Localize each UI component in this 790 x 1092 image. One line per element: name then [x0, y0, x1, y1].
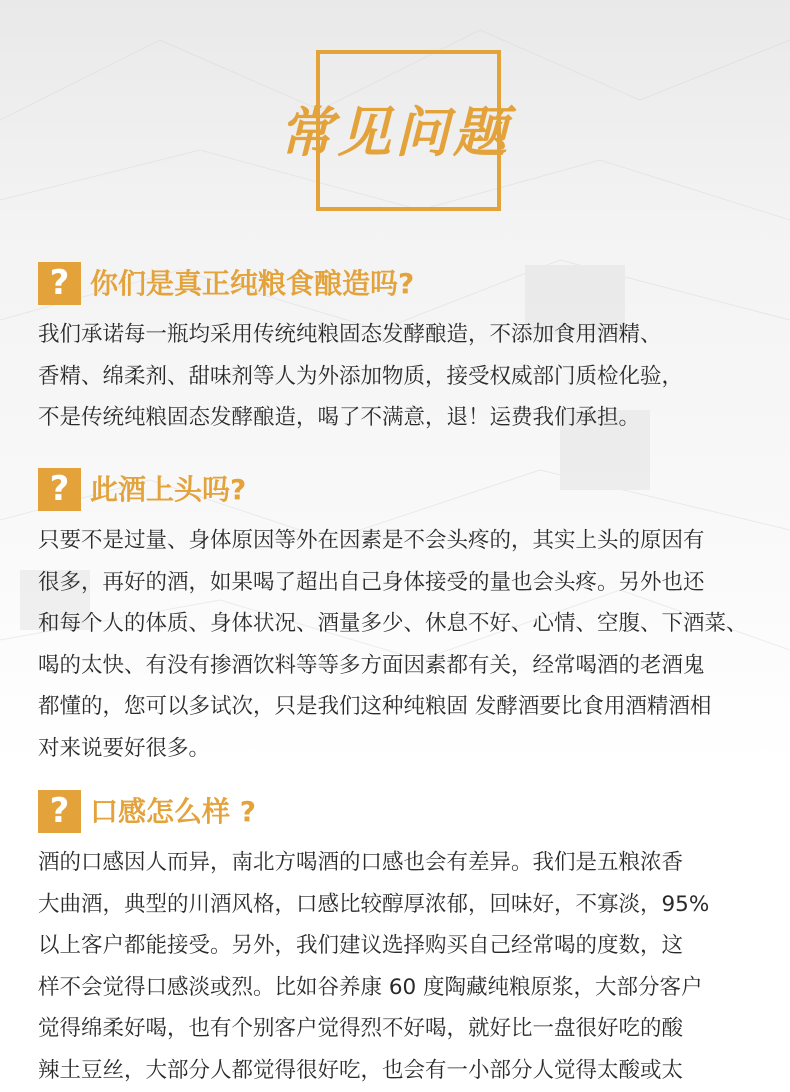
faq-answer-1	[38, 314, 768, 439]
page-title: 常见问题	[279, 100, 511, 164]
question-mark-icon: ?	[38, 262, 81, 305]
question-mark-icon: ?	[38, 790, 81, 833]
answer-line: 觉得绵柔好喝，也有个别客户觉得烈不好喝，就好比一盘很好吃的酸	[38, 1016, 684, 1041]
answer-line: 以上客户都能接受。另外，我们建议选择购买自己经常喝的度数，这	[38, 933, 684, 958]
answer-line: 不是传统纯粮固态发酵酿造，喝了不满意，退！运费我们承担。	[38, 405, 641, 430]
answer-line: 很多，再好的酒，如果喝了超出自己身体接受的量也会头疼。另外也还	[38, 569, 705, 595]
answer-line: 和每个人的体质、身体状况、酒量多少、休息不好、心情、空腹、下酒菜、	[38, 611, 748, 636]
answer-line: 大曲酒，典型的川酒风格，口感比较醇厚浓郁，回味好，不寡淡，95%	[38, 891, 710, 917]
answer-line: 样不会觉得口感淡或烈。比如谷养康 60 度陶藏纯粮原浆，大部分客户	[38, 974, 703, 1000]
answer-line: 香精、绵柔剂、甜味剂等人为外添加物质，接受权威部门质检化验，	[38, 363, 684, 389]
faq-answer-2	[38, 520, 768, 769]
faq-answer-3	[38, 842, 768, 1091]
answer-line: 都懂的，您可以多试次，只是我们这种纯粮固 发酵酒要比食用酒精酒相	[38, 694, 712, 719]
faq-question-1: 你们是真正纯粮食酿造吗?	[90, 267, 415, 300]
answer-line: 只要不是过量、身体原因等外在因素是不会头疼的，其实上头的原因有	[38, 528, 705, 553]
answer-line: 辣土豆丝，大部分人都觉得很好吃，也会有一小部分人觉得太酸或太	[38, 1057, 684, 1083]
answer-line: 喝的太快、有没有掺酒饮料等等多方面因素都有关，经常喝酒的老酒鬼	[38, 652, 705, 678]
answer-line: 我们承诺每一瓶均采用传统纯粮固态发酵酿造，不添加食用酒精、	[38, 322, 662, 347]
question-mark-icon: ?	[38, 468, 81, 511]
faq-question-2: 此酒上头吗?	[90, 473, 247, 506]
answer-line: 对来说要好很多。	[38, 735, 211, 761]
answer-line: 酒的口感因人而异，南北方喝酒的口感也会有差异。我们是五粮浓香	[38, 850, 684, 875]
faq-question-3: 口感怎么样 ?	[90, 795, 256, 828]
